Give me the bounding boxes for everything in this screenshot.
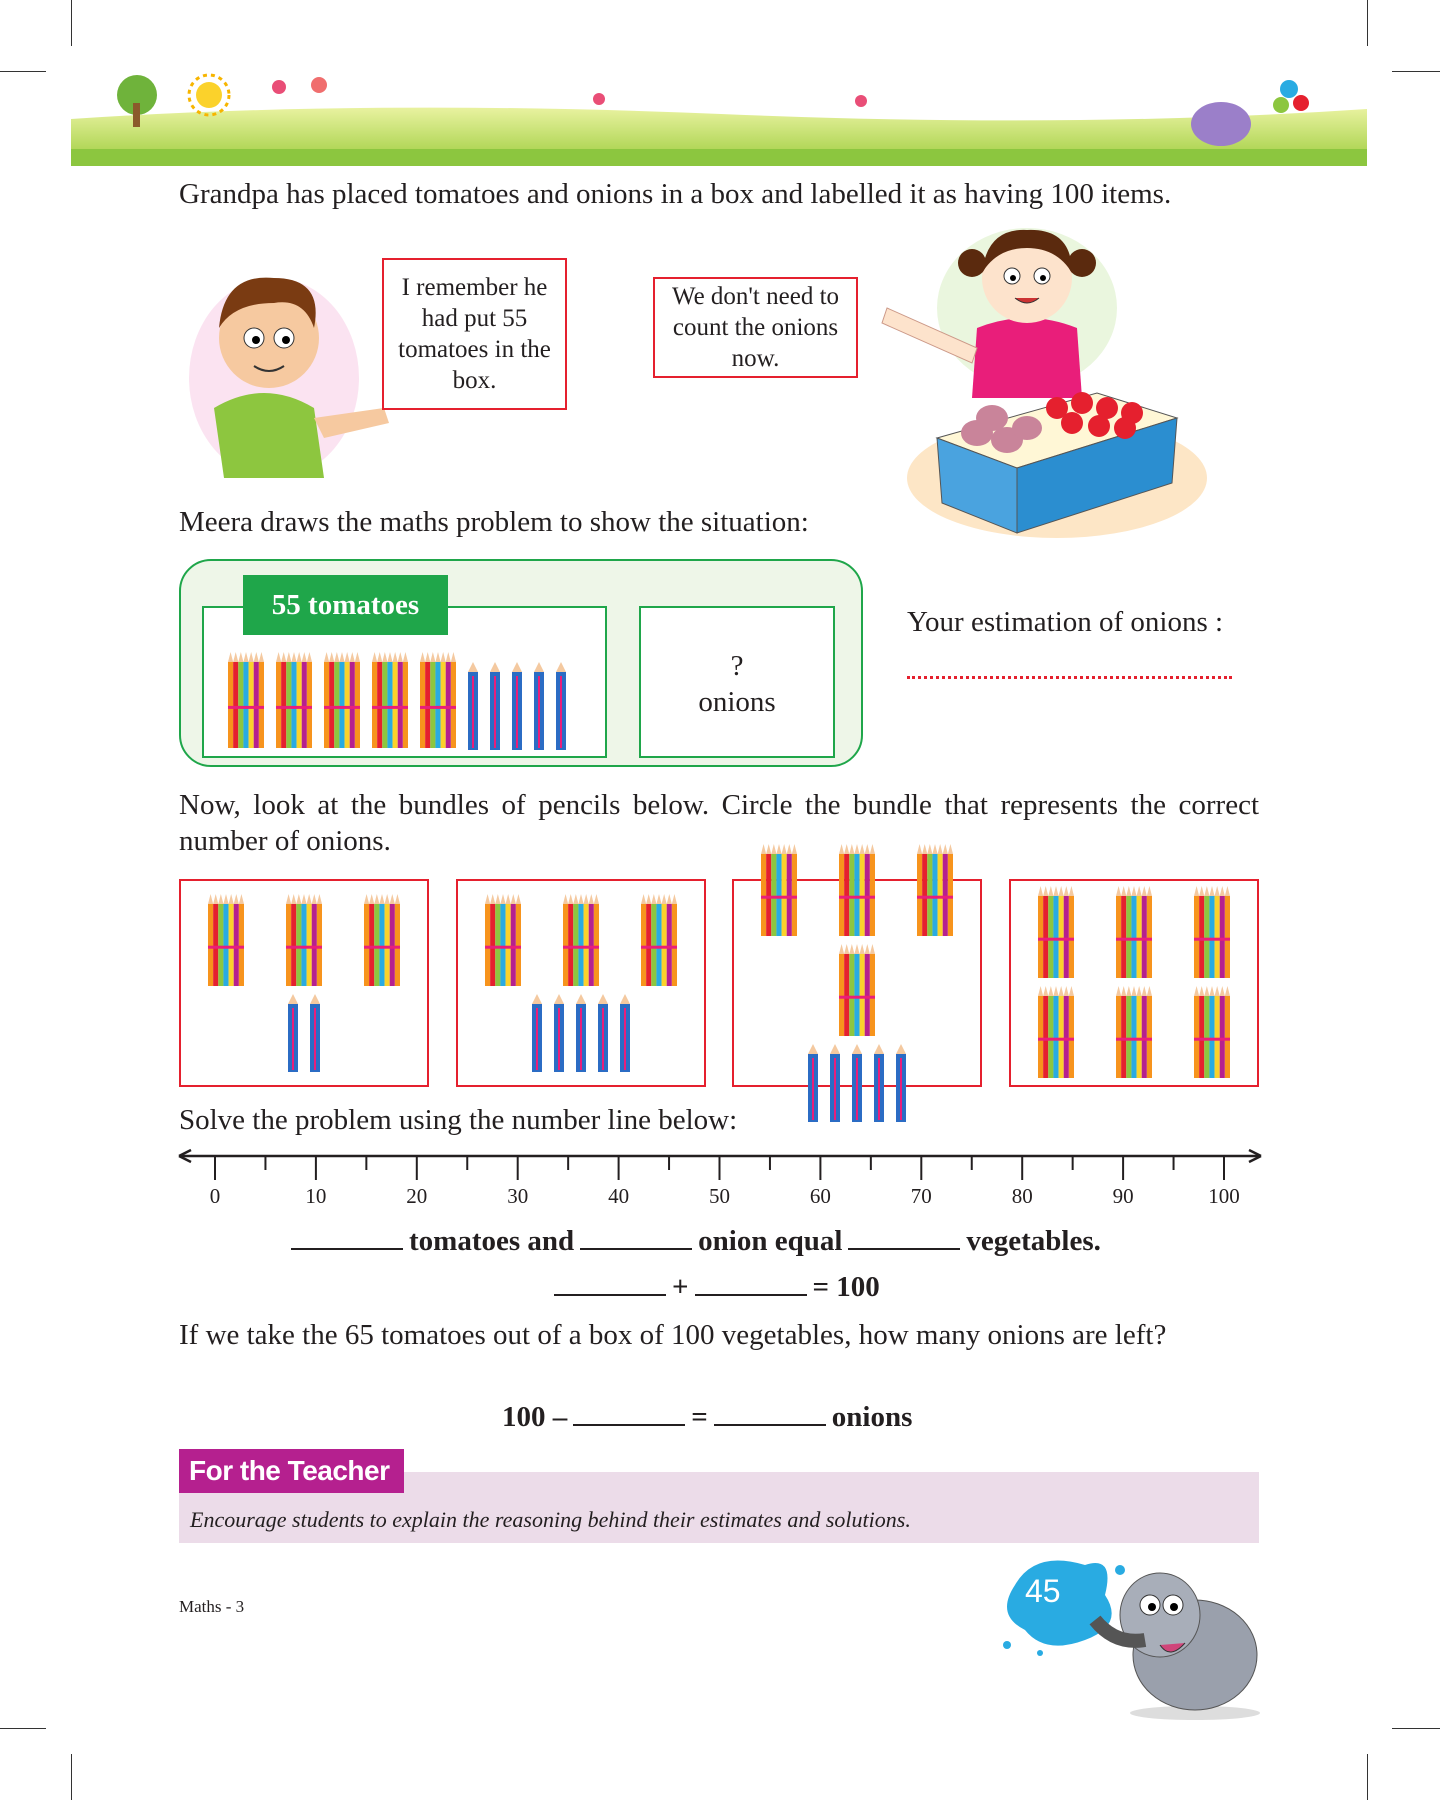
single-pencil-icon xyxy=(490,662,500,750)
sentence-fill-in xyxy=(285,1224,1101,1258)
plus-sign: + xyxy=(672,1271,689,1303)
intro-text: Grandpa has placed tomatoes and onions in a box and labelled it as having 100 items. xyxy=(179,178,1172,210)
addition-equation xyxy=(548,1270,880,1304)
number-line xyxy=(175,1144,1265,1184)
sum: = 100 xyxy=(812,1271,880,1303)
tick-label: 80 xyxy=(1011,1184,1033,1208)
single-pencil-icon xyxy=(512,662,522,750)
tick-label: 90 xyxy=(1112,1184,1134,1208)
tick-label: 60 xyxy=(809,1184,831,1208)
pencil-bundle-icon xyxy=(286,894,322,988)
pencil-bundle-icon xyxy=(324,652,360,750)
minuend: 100 – xyxy=(502,1401,568,1433)
single-pencil-icon xyxy=(556,662,566,750)
number-line-instruction: Solve the problem using the number line below: xyxy=(179,1104,738,1136)
crop-mark xyxy=(1392,1728,1440,1729)
subtrahend-blank[interactable] xyxy=(573,1400,685,1426)
sentence-part: vegetables. xyxy=(966,1225,1101,1257)
pencil-bundle-icon xyxy=(1038,886,1074,980)
single-pencil-icon xyxy=(310,994,320,1072)
single-pencils-row xyxy=(458,994,704,1072)
tick-label: 70 xyxy=(910,1184,932,1208)
single-pencil-icon xyxy=(468,662,478,750)
book-title: Maths - 3 xyxy=(179,1597,245,1616)
sun-icon xyxy=(189,75,229,115)
unit-label: onions xyxy=(831,1401,913,1433)
vegetables-blank[interactable] xyxy=(848,1224,960,1250)
pencil-bundle-icon xyxy=(1116,986,1152,1080)
equals-sign: = xyxy=(691,1401,708,1433)
onions-blank[interactable] xyxy=(580,1224,692,1250)
subtraction-equation xyxy=(502,1400,912,1434)
crop-mark xyxy=(0,71,46,72)
estimation-label: Your estimation of onions : xyxy=(907,606,1224,638)
single-pencil-icon xyxy=(598,994,608,1072)
sentence-part: tomatoes and xyxy=(409,1225,575,1257)
bundle-option-1[interactable] xyxy=(179,879,429,1087)
pencil-bundle-icon xyxy=(364,894,400,988)
pencil-bundle-icon xyxy=(228,652,264,750)
single-pencil-icon xyxy=(554,994,564,1072)
single-pencil-icon xyxy=(534,662,544,750)
pencil-bundle-icon xyxy=(917,844,953,938)
teacher-note: Encourage students to explain the reasoning behind their estimates and solutions. xyxy=(190,1507,911,1532)
girl-speech-bubble: We don't need to count the onions now. xyxy=(653,277,858,378)
tick-label: 10 xyxy=(305,1184,327,1208)
pencil-bundle-icon xyxy=(420,652,456,750)
pencil-bundle-icon xyxy=(1038,986,1074,1080)
difference-blank[interactable] xyxy=(714,1400,826,1426)
pencil-bundle-icon xyxy=(839,944,875,1038)
pencil-bundle-icon xyxy=(485,894,521,988)
tomatoes-blank[interactable] xyxy=(291,1224,403,1250)
single-pencils-row xyxy=(181,994,427,1072)
meadow-banner xyxy=(71,69,1367,166)
bundle-option-4[interactable] xyxy=(1009,879,1259,1087)
crop-mark xyxy=(71,1754,72,1800)
bundle-option-3[interactable] xyxy=(732,879,982,1087)
crop-mark xyxy=(0,1728,46,1729)
addend-blank-1[interactable] xyxy=(554,1270,666,1296)
tomatoes-label: 55 tomatoes xyxy=(243,575,448,635)
single-pencil-icon xyxy=(288,994,298,1072)
pencil-bundle-icon xyxy=(276,652,312,750)
estimation-answer-line[interactable] xyxy=(907,676,1232,679)
pencil-bundle-icon xyxy=(563,894,599,988)
crop-mark xyxy=(71,0,72,46)
sentence-part: onion equal xyxy=(698,1225,843,1257)
page-number: 45 xyxy=(1025,1573,1061,1609)
tick-label: 30 xyxy=(507,1184,529,1208)
tick-label: 40 xyxy=(608,1184,630,1208)
single-pencil-icon xyxy=(620,994,630,1072)
elephant-illustration xyxy=(995,1545,1265,1720)
boy-illustration xyxy=(184,258,410,494)
tick-label: 0 xyxy=(209,1184,221,1208)
onions-box xyxy=(639,606,835,758)
tick-label: 100 xyxy=(1208,1184,1240,1208)
pencil-bundle-icon xyxy=(1116,886,1152,980)
pencil-bundle-icon xyxy=(208,894,244,988)
pencil-bundle-icon xyxy=(761,844,797,938)
bundle-option-2[interactable] xyxy=(456,879,706,1087)
pencil-bundle-icon xyxy=(641,894,677,988)
teacher-heading: For the Teacher xyxy=(179,1449,404,1493)
question-text: If we take the 65 tomatoes out of a box of 100 vegetables, how many onions are left? xyxy=(179,1319,1167,1351)
pencil-bundle-icon xyxy=(372,652,408,750)
tick-label: 50 xyxy=(709,1184,730,1208)
meera-text: Meera draws the maths problem to show the situation: xyxy=(179,506,809,538)
boy-speech-bubble: I remember he had put 55 tomatoes in the box. xyxy=(382,258,567,410)
single-pencil-icon xyxy=(576,994,586,1072)
pencil-bundle-icon xyxy=(839,844,875,938)
unknown-mark: ? xyxy=(730,650,744,682)
girl-with-vegetable-box-illustration xyxy=(867,218,1251,551)
tomatoes-pencils xyxy=(222,650,592,750)
pencil-bundle-icon xyxy=(1194,886,1230,980)
crop-mark xyxy=(1367,1754,1368,1800)
single-pencil-icon xyxy=(532,994,542,1072)
addend-blank-2[interactable] xyxy=(695,1270,807,1296)
bundles-instruction: Now, look at the bundles of pencils below. Circle the bundle that represents the correct number of onions. xyxy=(179,789,1259,857)
pencil-bundle-icon xyxy=(1194,986,1230,1080)
tick-label: 20 xyxy=(406,1184,428,1208)
crop-mark xyxy=(1367,0,1368,46)
onions-label: onions xyxy=(698,686,776,718)
crop-mark xyxy=(1392,71,1440,72)
